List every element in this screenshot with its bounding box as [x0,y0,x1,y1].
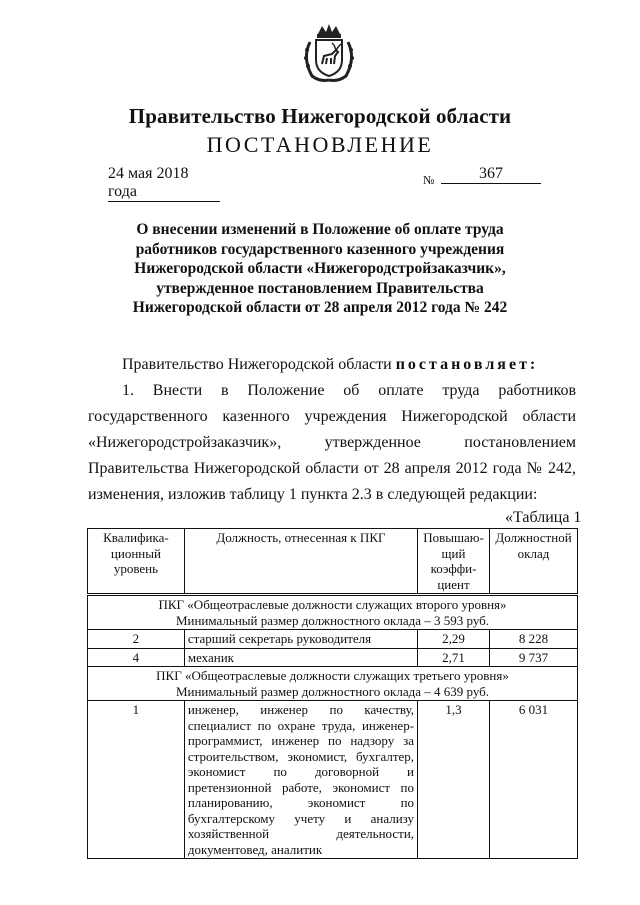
group-header [88,667,578,701]
cell-coefficient: 2,71 [418,648,490,667]
cell-level: 2 [88,630,185,649]
table-caption: «Таблица 1 [505,509,582,526]
subject-line: работников государственного казенного учреждения [135,240,505,258]
group-header-row [88,595,578,630]
document-subject [100,220,540,318]
header-coefficient: Повышаю-щий коэффи-циент [418,529,490,595]
group-title: ПКГ «Общеотраслевые должности служащих второго уровня» [158,597,507,612]
salary-table [87,528,578,859]
document-type: ПОСТАНОВЛЕНИЕ [206,132,434,157]
cell-position: старший секретарь руководителя [184,630,417,649]
subject-line: Нижегородской области от 28 апреля 2012 года № 242 [132,299,508,316]
paragraph-1: 1. Внести в Положение об оплате труда работников государственного казенного учреждения Нижегородской области «Нижегородстройзаказчик», утвержденное постановлением Правительства Нижегородской области от 28 апреля 2012 года № 242, изменения, изложив таблицу 1 пункта 2.3 в следующей редакции: [88,382,576,503]
document-number: 367 [441,165,541,184]
cell-level: 4 [88,648,185,667]
header-salary: Должностной оклад [490,529,578,595]
number-label: № [423,173,435,187]
cell-salary: 6 031 [490,701,578,859]
group-header [88,595,578,630]
table-row [88,630,578,649]
cell-level: 1 [88,701,185,859]
preamble-text: Правительство Нижегородской области [122,356,392,373]
cell-salary: 9 737 [490,648,578,667]
subject-line: О внесении изменений в Положение об оплате труда [136,221,504,238]
preamble-decree-word: постановляет: [395,356,539,373]
government-title: Правительство Нижегородской области [128,104,512,128]
table-row [88,648,578,667]
group-title: ПКГ «Общеотраслевые должности служащих третьего уровня» [156,668,509,683]
header-level: Квалифика-ционный уровень [88,529,185,595]
subject-line: утвержденное постановлением Правительства [156,279,484,297]
header-position: Должность, отнесенная к ПКГ [184,529,417,595]
subject-line: Нижегородской области «Нижегородстройзаказчик», [134,260,506,277]
group-min-salary: Минимальный размер должностного оклада – 3 593 руб. [175,612,490,628]
group-min-salary: Минимальный размер должностного оклада – 4 639 руб. [175,683,490,699]
cell-position: инженер, инженер по качеству, специалист по охране труда, инженер-программист, инженер по надзору за строительством, экономист, бухгалтер, экономист по договорной и претензионной работе, экономист по планированию, экономист по бухгалтерскому учету и анализу хозяйственной деятельности, документовед, аналитик [184,701,417,859]
group-header-row [88,667,578,701]
coat-of-arms-emblem [298,20,360,84]
table-header-row [88,529,578,595]
preamble [88,352,576,378]
cell-position: механик [184,648,417,667]
table-row [88,701,578,859]
cell-coefficient: 2,29 [418,630,490,649]
document-date: 24 мая 2018 года [108,165,220,202]
cell-coefficient: 1,3 [418,701,490,859]
cell-salary: 8 228 [490,630,578,649]
